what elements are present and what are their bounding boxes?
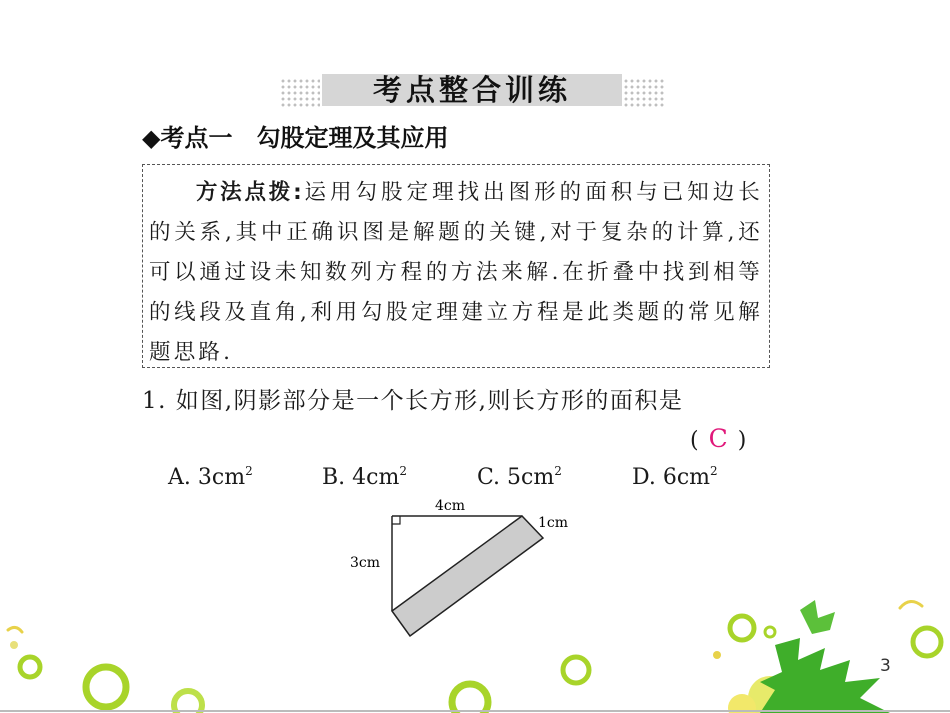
page-title: 考点整合训练 (322, 74, 622, 106)
option-letter: D. (632, 465, 656, 490)
answer-value: C (708, 424, 728, 453)
deco-ring (20, 657, 40, 677)
paren-close: ) (737, 428, 747, 453)
right-angle-mark (392, 516, 400, 524)
deco-curl (900, 601, 922, 608)
tip-text: 运用勾股定理找出图形的面积与已知边长的关系,其中正确识图是解题的关键,对于复杂的计算,还可以通过设未知数列方程的方法来解.在折叠中找到相等的线段及直角,利用勾股定理建立方程是此类题的常见解题思路. (149, 180, 763, 365)
option-d (632, 464, 718, 490)
paren-open: ( (690, 428, 699, 453)
leaf-shape (760, 638, 890, 713)
option-letter: A. (168, 465, 191, 490)
deco-ring (765, 627, 775, 637)
deco-ring (174, 691, 202, 713)
tip-label: 方法点拨: (195, 180, 304, 205)
option-c (477, 464, 562, 490)
option-letter: B. (322, 465, 346, 490)
label-4cm: 4cm (435, 498, 466, 514)
method-tip-box (142, 164, 770, 368)
section-label: 考点一 (160, 124, 233, 152)
label-3cm: 3cm (350, 555, 381, 571)
option-exponent: 2 (554, 464, 562, 478)
option-letter: C. (477, 465, 501, 490)
deco-ring (913, 628, 941, 656)
option-b (322, 464, 407, 490)
section-heading (142, 118, 448, 153)
section-name: 勾股定理及其应用 (256, 124, 449, 152)
deco-ring (452, 684, 488, 713)
deco-ring (730, 616, 754, 640)
page-number: 3 (880, 656, 891, 676)
leaf-shape (800, 600, 835, 634)
deco-ring (563, 657, 589, 683)
label-1cm: 1cm (538, 515, 569, 531)
option-value: 5cm (507, 465, 555, 490)
deco-dot (10, 641, 18, 649)
decorative-footer (0, 590, 950, 713)
option-exponent: 2 (399, 464, 407, 478)
deco-ring (86, 667, 126, 707)
option-exponent: 2 (710, 464, 718, 478)
deco-curl (8, 627, 22, 632)
deco-dot (713, 651, 721, 659)
option-value: 3cm (197, 465, 246, 490)
answer-bracket (690, 424, 746, 453)
title-banner (280, 72, 665, 108)
diamond-icon: ◆ (142, 124, 161, 152)
dot-pattern-left (280, 78, 320, 108)
option-a (168, 464, 253, 490)
dot-pattern-right (623, 78, 665, 108)
option-exponent: 2 (245, 464, 253, 478)
question-text: 1. 如图,阴影部分是一个长方形,则长方形的面积是 (142, 388, 684, 414)
option-value: 4cm (352, 465, 400, 490)
option-value: 6cm (662, 465, 711, 490)
